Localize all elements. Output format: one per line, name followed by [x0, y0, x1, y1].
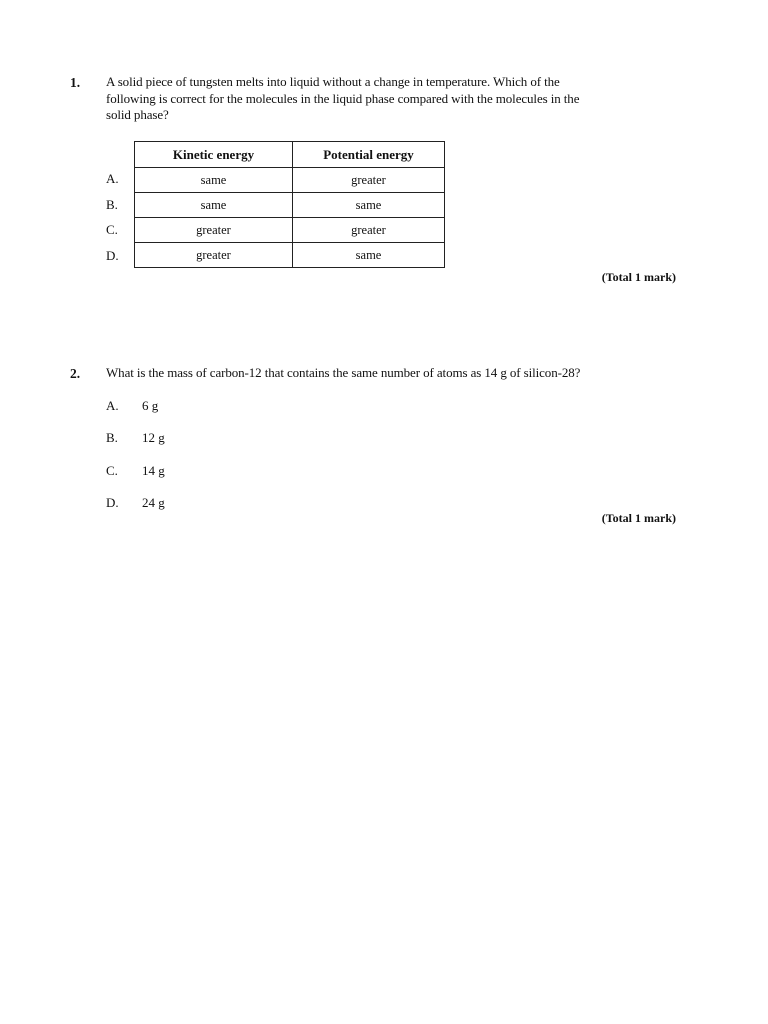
choice-d-label: D. [106, 495, 119, 510]
cell-b-kinetic: same [135, 193, 293, 218]
choice-c-text: 14 g [142, 463, 165, 478]
question-2-total-marks: (Total 1 mark) [601, 511, 676, 525]
cell-d-potential: same [293, 243, 445, 268]
cell-c-kinetic: greater [135, 218, 293, 243]
row-label-b: B. [106, 197, 118, 212]
row-label-c: C. [106, 222, 118, 237]
table-row [135, 193, 445, 218]
question-1-text-line-3: solid phase? [106, 107, 169, 122]
question-1-text-line-1: A solid piece of tungsten melts into liquid without a change in temperature. Which of the [106, 74, 560, 89]
choice-b-label: B. [106, 430, 118, 445]
question-1-total-marks: (Total 1 mark) [601, 270, 676, 284]
table-row [135, 243, 445, 268]
cell-a-kinetic: same [135, 168, 293, 193]
row-label-d: D. [106, 248, 119, 263]
choice-a-label: A. [106, 398, 119, 413]
cell-b-potential: same [293, 193, 445, 218]
question-1-answer-table [134, 141, 445, 268]
row-label-a: A. [106, 171, 119, 186]
table-row [135, 168, 445, 193]
question-2-number: 2. [70, 366, 81, 381]
question-2-text: What is the mass of carbon-12 that contains the same number of atoms as 14 g of silicon-28? [106, 365, 581, 380]
question-1-text [106, 74, 666, 124]
cell-c-potential: greater [293, 218, 445, 243]
question-1-text-line-2: following is correct for the molecules in the liquid phase compared with the molecules in the [106, 90, 580, 106]
header-potential-energy: Potential energy [293, 142, 445, 168]
table-header-row [135, 142, 445, 168]
header-kinetic-energy: Kinetic energy [135, 142, 293, 168]
choice-a-text: 6 g [142, 398, 159, 413]
choice-d-text: 24 g [142, 495, 165, 510]
choice-c-label: C. [106, 463, 118, 478]
cell-d-kinetic: greater [135, 243, 293, 268]
cell-a-potential: greater [293, 168, 445, 193]
question-1-number: 1. [70, 75, 81, 90]
choice-b-text: 12 g [142, 430, 165, 445]
table-row [135, 218, 445, 243]
